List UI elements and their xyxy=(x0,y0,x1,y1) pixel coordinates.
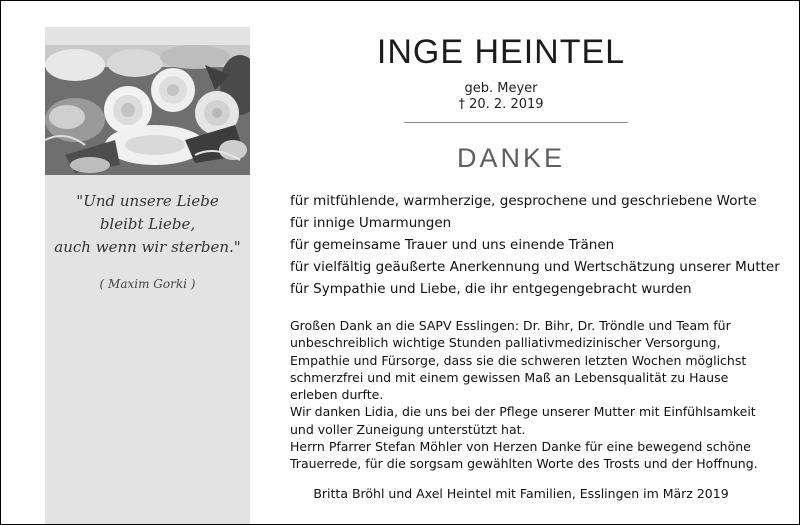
paragraph-line: unbeschreiblich wichtige Stunden palliativmedizinischer Versorgung, xyxy=(290,335,721,351)
deceased-name: INGE HEINTEL xyxy=(376,33,626,71)
quote-line: auch wenn wir sterben." xyxy=(54,238,241,256)
thanks-line: für vielfältig geäußerte Anerkennung und Wertschätzung unserer Mutter xyxy=(290,259,780,275)
paragraph-line: Wir danken Lidia, die uns bei der Pflege unserer Mutter mit Einfühlsamkeit xyxy=(290,404,756,420)
quote-author: ( Maxim Gorki ) xyxy=(99,277,196,291)
paragraph-line: Großen Dank an die SAPV Esslingen: Dr. Bihr, Dr. Tröndle und Team für xyxy=(290,318,731,333)
quote-line: "Und unsere Liebe xyxy=(76,192,219,210)
roses-photo xyxy=(45,45,250,175)
quote-line: bleibt Liebe, xyxy=(99,215,196,233)
paragraph-line: Herrn Pfarrer Stefan Möhler von Herzen Danke für eine bewegend schöne xyxy=(290,439,751,455)
thanks-line: für Sympathie und Liebe, die ihr entgegengebracht wurden xyxy=(290,281,692,297)
paragraph-line: Empathie und Fürsorge, dass sie die schweren letzten Wochen möglichst xyxy=(290,352,747,368)
roses-image xyxy=(45,45,250,175)
danke-heading: DANKE xyxy=(456,143,566,173)
acknowledgement-paragraph xyxy=(290,317,790,473)
paragraph-line: Trauerrede, für die sorgsam gewählten Worte des Trosts und der Hoffnung. xyxy=(290,456,758,472)
thanks-list xyxy=(290,190,790,300)
paragraph-line: und voller Zuneigung unterstützt hat. xyxy=(290,421,526,437)
quote xyxy=(45,190,250,259)
thanks-line: für mitfühlende, warmherzige, gesprochene und geschriebene Worte xyxy=(290,193,757,209)
death-date: † 20. 2. 2019 xyxy=(458,97,544,112)
paragraph-line: erleben durfte. xyxy=(290,387,384,403)
paragraph-line: schmerzfrei und mit einem gewissen Maß an Lebensqualität zu Hause xyxy=(290,369,729,385)
divider-line xyxy=(404,122,628,123)
thanks-line: für innige Umarmungen xyxy=(290,215,452,231)
thanks-line: für gemeinsame Trauer und uns einende Tränen xyxy=(290,237,615,253)
maiden-name: geb. Meyer xyxy=(464,81,538,96)
signature: Britta Bröhl und Axel Heintel mit Familien, Esslingen im März 2019 xyxy=(313,486,729,501)
sidebar-panel xyxy=(45,27,250,524)
